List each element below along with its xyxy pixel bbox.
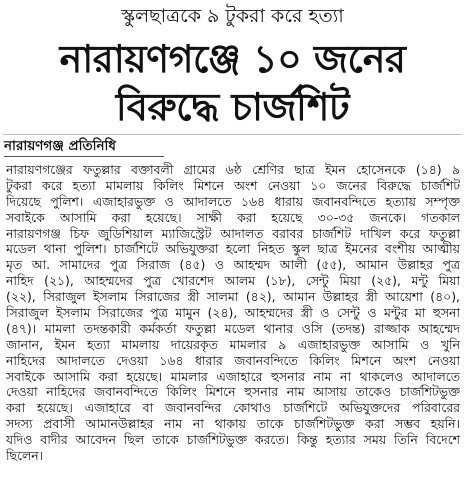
body-line: (৪৭)। মামলা তদন্তকারী কর্মকর্তা ফতুল্লা মডেল থানার ওসি (তদন্ত) রাজ্জাক আহম্মেদ: [6, 320, 460, 336]
body-line: নারায়ণগঞ্জের ফতুল্লার বক্তাবলী গ্রামের ৬ষ্ঠ শ্রেণির ছাত্র ইমন হোসেনকে (১৪) ৯: [6, 162, 460, 177]
body-line: নাহিদের আদালতে দেওয়া ১৬৪ ধারার জবানবন্দিতে কিলিং মিশনে অংশ নেওয়া: [6, 352, 460, 368]
body-line: দেওয়া নাহিদের জবানবন্দিতে কিলিং মিশনে হুসনার নাম আসায় তাকেও চার্জশিটভুক্ত: [6, 384, 460, 400]
body-line: (২২), সিরাজুল ইসলাম সিরাজের স্ত্রী সালমা (৪২), আমান উল্লাহর স্ত্রী আয়েশা (৪০),: [6, 289, 460, 305]
article-body: [6, 162, 460, 464]
body-line: দিয়েছে পুলিশ। এজাহারভুক্ত ও আদালতে ১৬৪ ধারায় জবানবন্দিতে হত্যায় সম্পৃক্ত: [6, 193, 460, 209]
byline-divider: [3, 134, 462, 135]
body-line: মৃত আ. সামাদের পুত্র সিরাজ (৪৫) ও আহম্মদ আলী (৫৫), আমান উল্লাহর পুত্র: [6, 257, 460, 273]
body-line: সবাইকে আসামি করা হয়েছে। মামলার এজাহারে হুসনার নাম না থাকলেও আদালতে: [6, 368, 460, 384]
headline-line-1: নারায়ণগঞ্জে ১০ জনের: [59, 37, 406, 81]
byline-underline: [4, 156, 164, 157]
body-line: ছিলেন।: [6, 448, 44, 464]
body-line: জানান, ইমন হত্যা মামলায় দায়েরকৃত মামলার ৯ এজাহারভুক্ত আসামি ও খুনি: [6, 336, 460, 352]
body-line: টুকরা করে হত্যা মামলায় কিলিং মিশনে অংশ নেওয়া ১০ জনের বিরুদ্ধে চার্জশিট: [6, 177, 460, 193]
body-line: নারায়ণগঞ্জ চিফ জুডিশিয়াল ম্যাজিস্ট্রেট আদালত বরাবর চার্জশিট দাখিল করে ফতুল্লা: [6, 225, 460, 241]
body-line: করা হয়েছে। এজাহারে বা জবানবন্দির কোথাও চার্জশিটে অভিযুক্তদের পরিবারের: [6, 400, 460, 416]
headline-line-2: বিরুদ্ধে চার্জশিট: [115, 85, 350, 129]
body-line: মডেল থানা পুলিশ। চার্জশিটে অভিযুক্তরা হলো নিহত স্কুল ছাত্র ইমনের বংশীয় আত্মীয়: [6, 241, 460, 257]
byline: নারায়ণগঞ্জ প্রতিনিধি: [4, 138, 116, 154]
body-line: সবাইকে আসামি করা হয়েছে। সাক্ষী করা হয়েছে ৩০-৩৫ জনকে। গতকাল: [6, 209, 460, 225]
body-line: নাহিদ (২১), আহম্মদের পুত্র খোরশেদ আলম (১৮), সেন্টু মিয়া (২৫), মন্টু মিয়া: [6, 273, 460, 289]
kicker: স্কুলছাত্রকে ৯ টুকরা করে হত্যা: [121, 5, 344, 27]
body-line: সদস্য প্রবাসী আমানউল্লাহর নাম না থাকায় তাকে চার্জশিটভুক্ত করা সম্ভব হয়নি।: [6, 416, 460, 432]
body-line: যদিও বাদীর আবেদন ছিল তাকে চার্জশিটভুক্ত করতে। কিন্তু হত্যার সময় তিনি বিদেশে: [6, 432, 460, 448]
body-line: সিরাজুল ইসলাম সিরাজের পুত্র মামুন (২৪), আহম্মদের স্ত্রী ও সেন্টু ও মন্টুর মা হুসনা: [6, 305, 460, 321]
